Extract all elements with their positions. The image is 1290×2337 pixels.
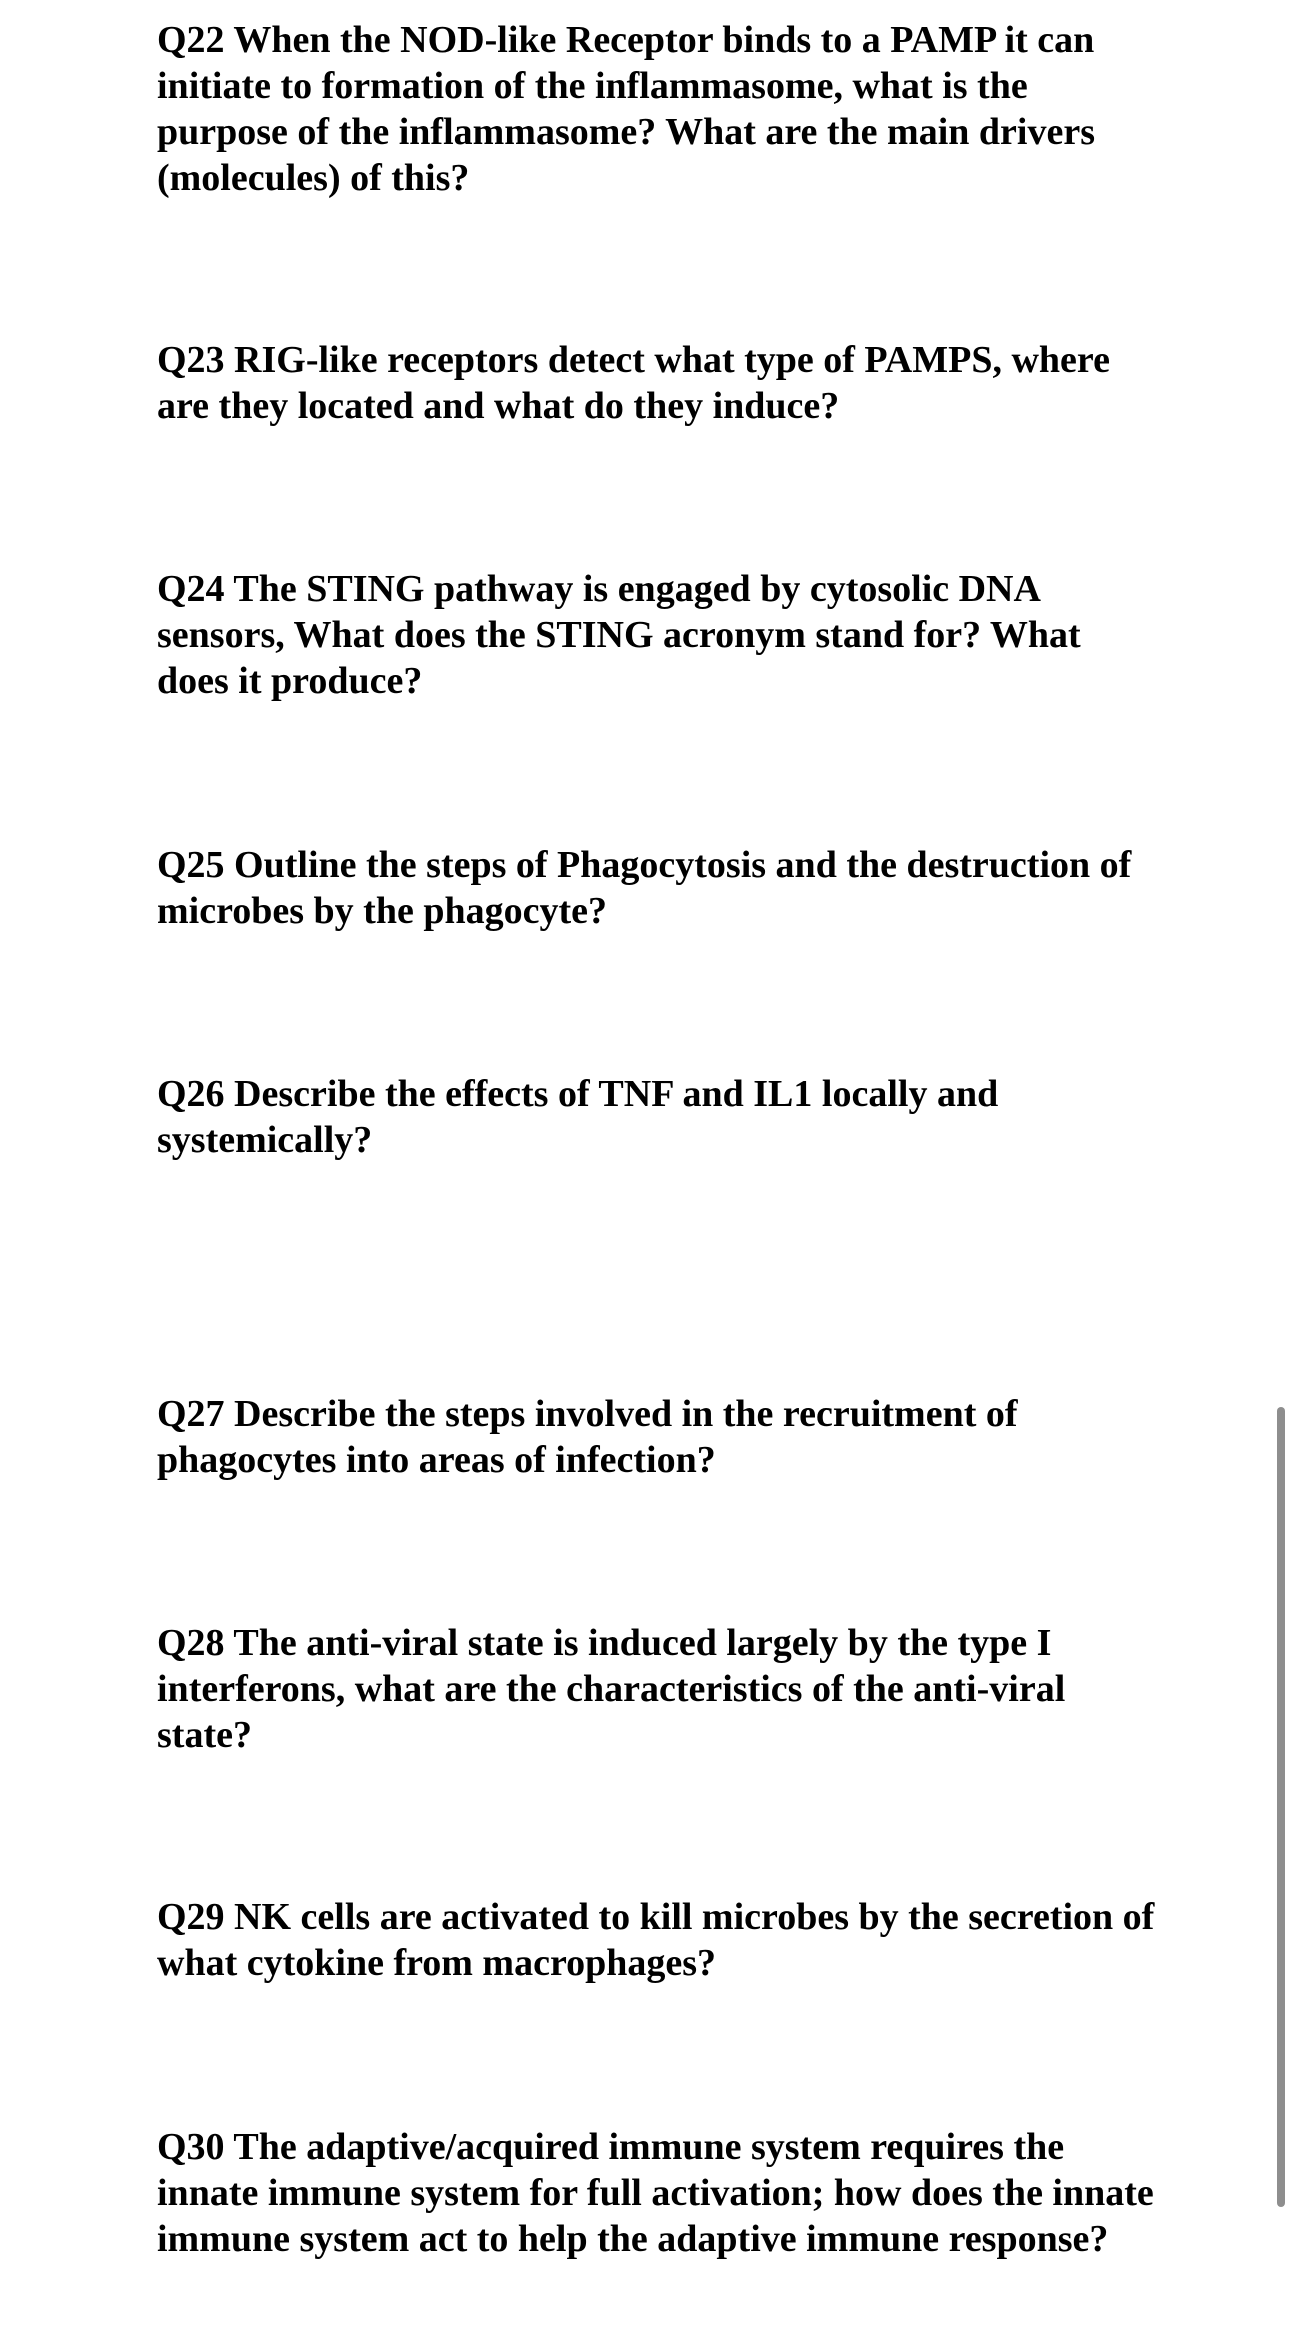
question-q24: Q24 The STING pathway is engaged by cytosolic DNA sensors, What does the STING acronym stand for? What does it produce? (157, 568, 1081, 702)
question-q30: Q30 The adaptive/acquired immune system requires the innate immune system for full activation; how does the innate immune system act to help the adaptive immune response? (157, 2126, 1154, 2260)
vertical-scrollbar[interactable] (1277, 1407, 1285, 2207)
question-q26: Q26 Describe the effects of TNF and IL1 locally and systemically? (157, 1073, 999, 1161)
question-q29: Q29 NK cells are activated to kill microbes by the secretion of what cytokine from macrophages? (157, 1896, 1155, 1984)
question-q28: Q28 The anti-viral state is induced largely by the type I interferons, what are the characteristics of the anti-viral state? (157, 1622, 1066, 1756)
question-q25: Q25 Outline the steps of Phagocytosis and the destruction of microbes by the phagocyte? (157, 844, 1132, 932)
question-q23: Q23 RIG-like receptors detect what type of PAMPS, where are they located and what do they induce? (157, 339, 1110, 427)
question-q22: Q22 When the NOD-like Receptor binds to a PAMP it can initiate to formation of the inflammasome, what is the purpose of the inflammasome? What are the main drivers (molecules) of this? (157, 19, 1095, 199)
question-q27: Q27 Describe the steps involved in the recruitment of phagocytes into areas of infection? (157, 1393, 1018, 1481)
